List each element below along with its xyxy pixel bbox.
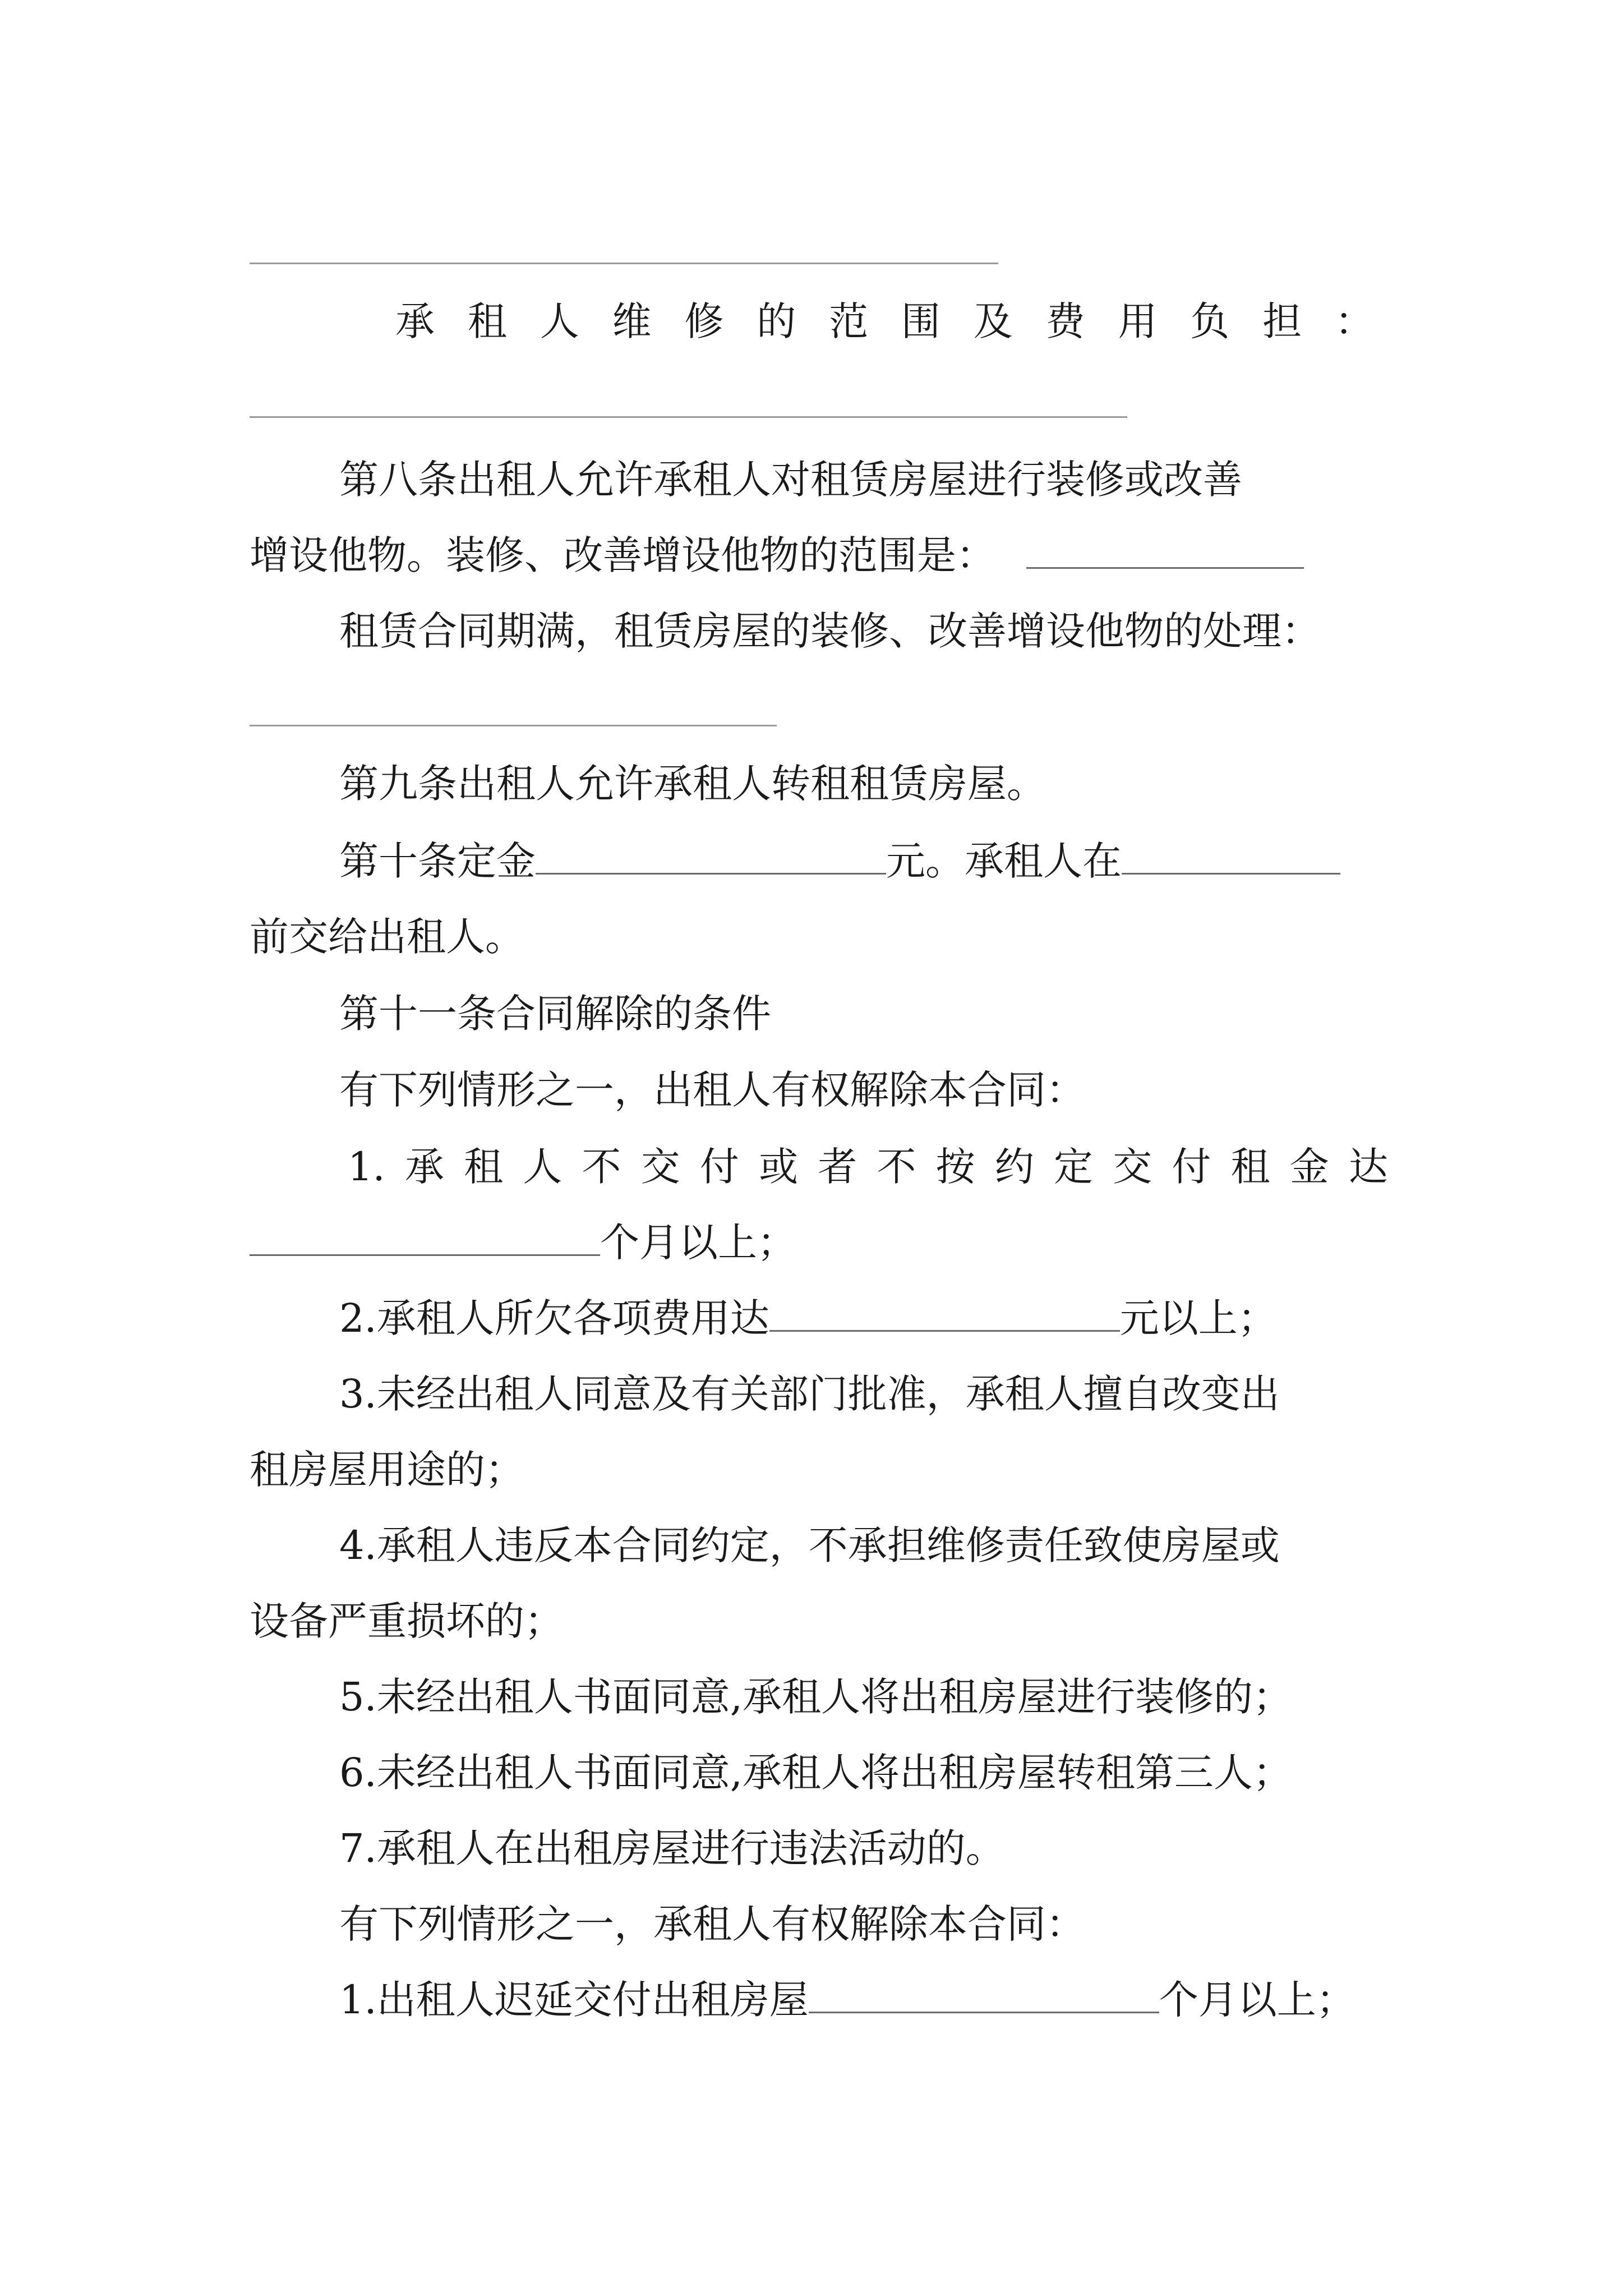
heading-char: 围 bbox=[901, 298, 940, 344]
heading-char: 租 bbox=[467, 298, 507, 344]
lessor-item-3-line-1: 3.未经出租人同意及有关部门批准，承租人擅自改变出 bbox=[339, 1371, 1280, 1417]
lessee-item-1-text: 1.出租人迟延交付出租房屋 bbox=[339, 1977, 809, 2023]
lessor-item-2 bbox=[339, 1293, 1382, 1343]
article-8-line-1: 第八条出租人允许承租人对租赁房屋进行装修或改善 bbox=[339, 457, 1242, 503]
lessor-item-1-char: 达 bbox=[1348, 1144, 1388, 1190]
heading-char: ： bbox=[1334, 298, 1374, 344]
lessor-item-1-char: 约 bbox=[994, 1144, 1034, 1190]
lessor-item-1-suffix: 个月以上； bbox=[600, 1220, 796, 1266]
lessor-item-1-char: 交 bbox=[640, 1144, 680, 1190]
lessor-item-5: 5.未经出租人书面同意,承租人将出租房屋进行装修的； bbox=[339, 1674, 1293, 1720]
lessor-item-2-suffix: 元以上； bbox=[1119, 1295, 1277, 1341]
lessor-item-1-char: 按 bbox=[935, 1144, 975, 1190]
heading-char: 费 bbox=[1045, 298, 1085, 344]
lessor-item-7: 7.承租人在出租房屋进行违法活动的。 bbox=[339, 1825, 1005, 1871]
rent-arrears-months-blank bbox=[250, 1221, 600, 1256]
lessor-item-1-char: 交 bbox=[1113, 1144, 1152, 1190]
repair-scope-heading bbox=[395, 296, 1374, 347]
lessor-item-1-char: 金 bbox=[1289, 1144, 1329, 1190]
lessor-item-1-line-1 bbox=[348, 1142, 1388, 1192]
article-9: 第九条出租人允许承租人转租租赁房屋。 bbox=[339, 761, 1046, 807]
lessor-item-1-char: 承 bbox=[404, 1144, 444, 1190]
lessor-item-3-line-2: 租房屋用途的； bbox=[250, 1447, 524, 1493]
heading-char: 范 bbox=[829, 298, 869, 344]
fee-arrears-blank bbox=[769, 1296, 1120, 1332]
blank-rule-top bbox=[250, 263, 998, 264]
lessor-item-4-line-1: 4.承租人违反本合同约定，不承担维修责任致使房屋或 bbox=[339, 1522, 1280, 1568]
article-8-line-2 bbox=[250, 530, 1382, 581]
heading-char: 维 bbox=[612, 298, 652, 344]
lessor-item-1-char: 人 bbox=[523, 1144, 562, 1190]
lessor-item-1-char: 或 bbox=[759, 1144, 799, 1190]
heading-char: 及 bbox=[973, 298, 1013, 344]
heading-char: 负 bbox=[1190, 298, 1230, 344]
lessee-item-1-suffix: 个月以上； bbox=[1159, 1977, 1355, 2023]
article-11-title: 第十一条合同解除的条件 bbox=[339, 991, 771, 1037]
blank-rule-heading bbox=[250, 416, 1127, 418]
article-10-line-2: 前交给出租人。 bbox=[250, 914, 524, 960]
deposit-label: 第十条定金 bbox=[339, 838, 536, 884]
deposit-date-blank bbox=[1122, 839, 1340, 875]
lessor-item-1-char: 不 bbox=[582, 1144, 621, 1190]
lessor-item-1-char: 付 bbox=[1172, 1144, 1211, 1190]
heading-char: 担 bbox=[1262, 298, 1302, 344]
lessor-item-4-line-2: 设备严重损坏的； bbox=[250, 1598, 564, 1644]
article-8-scope-text: 增设他物。装修、改善增设他物的范围是： bbox=[250, 532, 995, 578]
lessor-item-1-char: 定 bbox=[1054, 1144, 1094, 1190]
heading-char: 承 bbox=[395, 298, 435, 344]
delivery-delay-blank bbox=[809, 1978, 1159, 2013]
lessor-item-1-char: 1. bbox=[348, 1144, 385, 1190]
lessor-item-1-char: 付 bbox=[699, 1144, 739, 1190]
heading-char: 用 bbox=[1118, 298, 1158, 344]
lessor-item-6: 6.未经出租人书面同意,承租人将出租房屋转租第三人； bbox=[339, 1750, 1293, 1796]
heading-char: 人 bbox=[540, 298, 579, 344]
lessor-item-1-char: 者 bbox=[818, 1144, 857, 1190]
lessee-termination-intro: 有下列情形之一，承租人有权解除本合同： bbox=[339, 1901, 1085, 1947]
article-10-line-1 bbox=[339, 836, 1382, 886]
lessor-termination-intro: 有下列情形之一，出租人有权解除本合同： bbox=[339, 1067, 1085, 1113]
scope-blank bbox=[1026, 533, 1304, 569]
lessee-item-1 bbox=[339, 1975, 1382, 2025]
lessor-item-1-char: 租 bbox=[464, 1144, 504, 1190]
lessor-item-2-text: 2.承租人所欠各项费用达 bbox=[339, 1295, 769, 1341]
deposit-mid-text: 元。承租人在 bbox=[886, 838, 1122, 884]
lessor-item-1-char: 租 bbox=[1230, 1144, 1270, 1190]
heading-char: 修 bbox=[684, 298, 724, 344]
lessor-item-1-char: 不 bbox=[877, 1144, 916, 1190]
deposit-amount-blank bbox=[536, 839, 886, 875]
heading-char: 的 bbox=[757, 298, 796, 344]
blank-rule-disposal bbox=[250, 725, 777, 726]
lessor-item-1-line-2 bbox=[250, 1217, 1382, 1268]
article-8-line-3: 租赁合同期满，租赁房屋的装修、改善增设他物的处理： bbox=[339, 608, 1321, 654]
